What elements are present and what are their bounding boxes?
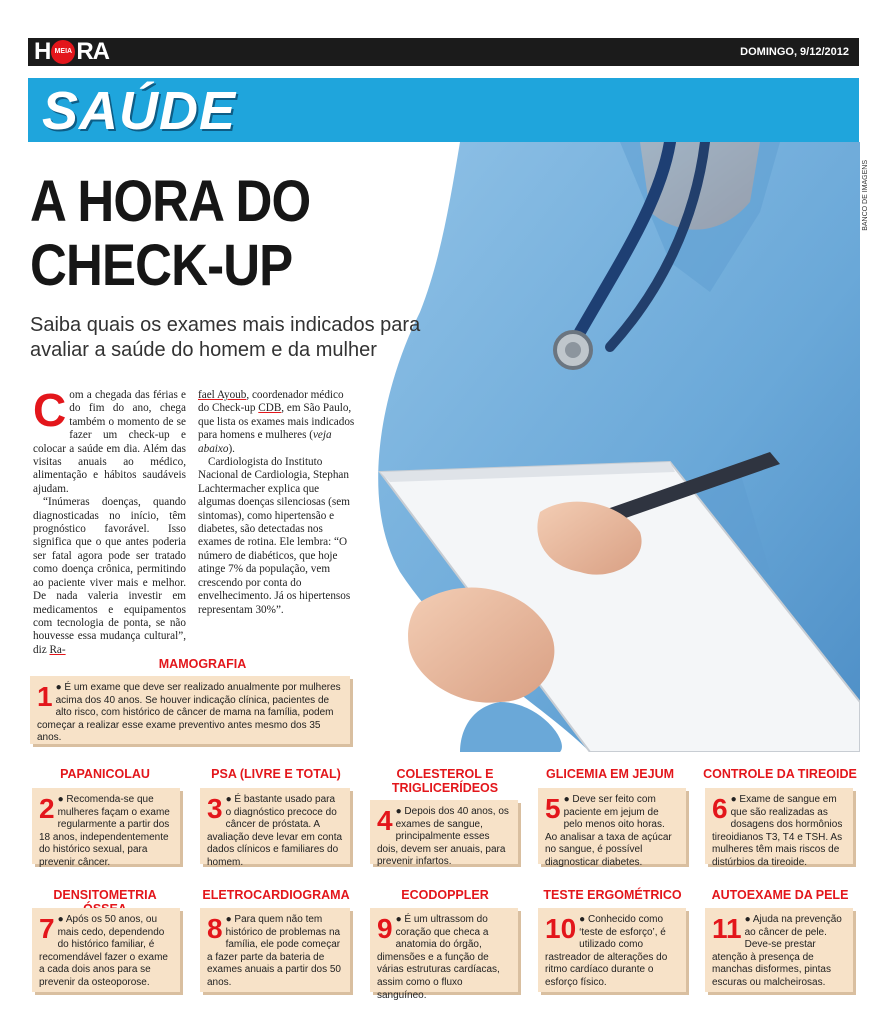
section-title: SAÚDE — [42, 81, 237, 141]
exam-box: 7 ● Após os 50 anos, ou mais cedo, dependendo do histórico familiar, é recomendável fazer o exame a cada dois anos para se prevenir da osteoporose. — [32, 908, 180, 992]
bullet-icon: ● — [744, 914, 753, 925]
exam-title: MAMOGRAFIA — [158, 657, 247, 671]
exam-box: 5 ● Deve ser feito com paciente em jejum de pelo menos oito horas. Ao analisar a taxa de açúcar no sangue, é possível diagnosticar diabetes. — [538, 788, 686, 864]
article-column-1 — [33, 384, 186, 657]
exam-title: PAPANICOLAU — [60, 767, 150, 781]
exam-title: TESTE ERGOMÉTRICO — [543, 888, 682, 902]
bullet-icon: ● — [55, 682, 65, 693]
headline — [30, 170, 400, 298]
cdb-link: CDB — [258, 402, 282, 415]
exam-number: 2 — [39, 793, 55, 824]
exam-box: 11 ● Ajuda na prevenção ao câncer de pele. Deve-se prestar atenção à presença de manchas disformes, pintas escuras ou malcheirosas. — [705, 908, 853, 992]
bullet-icon: ● — [579, 914, 588, 925]
name-link: fael Ayoub — [198, 389, 247, 401]
headline-line-2: CHECK-UP — [30, 233, 293, 298]
exam-title: ECODOPPLER — [401, 888, 489, 902]
logo-circle-icon: MEIA — [51, 40, 75, 64]
masthead-bar — [28, 38, 859, 66]
bullet-icon: ● — [563, 794, 573, 805]
exam-box: 9 ● É um ultrassom do coração que checa a anatomia do órgão, dimensões e a função de várias estruturas cardíacas, assim como o fluxo sanguíneo. — [370, 908, 518, 992]
bullet-icon: ● — [730, 794, 740, 805]
bullet-icon: ● — [225, 794, 235, 805]
bullet-icon: ● — [57, 794, 67, 805]
bullet-icon: ● — [57, 914, 66, 925]
headline-line-1: A HORA DO — [30, 169, 311, 234]
exam-number: 8 — [207, 913, 223, 944]
exam-title: GLICEMIA EM JEJUM — [545, 767, 675, 781]
exam-number: 10 — [545, 913, 577, 944]
newspaper-logo: H MEIA RA — [34, 38, 110, 65]
bullet-icon: ● — [395, 914, 405, 925]
exam-number: 5 — [545, 793, 561, 824]
bullet-icon: ● — [225, 914, 235, 925]
exam-box: 6 ● Exame de sangue em que são realizadas as dosagens dos hormônios tireoidianos T3, T4 e TSH. As mulheres têm mais riscos de distúrbios da tireoide. — [705, 788, 853, 864]
name-link: Ra- — [49, 643, 66, 656]
exam-title: DENSITOMETRIA — [53, 888, 157, 902]
paragraph: Com a chegada das férias e do fim do ano, chega também o momento de se fazer um check-up e colocar a saúde em dia. Além das visitas anuais ao médico, alimentação e hábitos saudáveis ajudam. — [33, 384, 186, 495]
subheadline: Saiba quais os exames mais indicados para avaliar a saúde do homem e da mulher — [30, 314, 421, 361]
exam-title: CONTROLE DA TIREOIDE — [703, 767, 857, 781]
exam-title: ELETROCARDIOGRAMA — [202, 888, 350, 902]
edition-date: DOMINGO, 9/12/2012 — [740, 46, 849, 58]
exam-title: PSA (LIVRE E TOTAL) — [211, 767, 341, 781]
exam-number: 4 — [377, 805, 393, 836]
exam-number: 11 — [712, 913, 742, 944]
paragraph: Cardiologista do Instituto Nacional de Cardiologia, Stephan Lachtermacher explica que algumas doenças silenciosas (sem sintomas), como hipertensão e diabetes, são detectadas nos exames de rotina. Ele lembra: “O número de diabéticos, que hoje atinge 7% da população, vem crescendo por conta do envelhecimento. Já os hipertensos representam 30%”. — [198, 456, 351, 616]
section-banner — [28, 78, 859, 142]
nurse-illustration — [340, 142, 860, 752]
exam-number: 3 — [207, 793, 223, 824]
exam-title: AUTOEXAME DA PELE — [711, 888, 849, 902]
exam-number: 7 — [39, 913, 55, 944]
exam-box: 4 ● Depois dos 40 anos, os exames de sangue, principalmente esses dois, devem ser anuais, para prevenir infartos. — [370, 800, 518, 864]
drop-cap: C — [33, 384, 67, 436]
exam-box: 1 ● É um exame que deve ser realizado anualmente por mulheres acima dos 40 anos. Se houver indicação clínica, pacientes de alto risco, com histórico de câncer de mama na família, podem começar a realizar esse exame preventivo antes mesmo dos 35 anos. — [30, 676, 350, 744]
exam-title: COLESTEROL E TRIGLICERÍDEOS — [391, 767, 499, 795]
exam-number: 6 — [712, 793, 728, 824]
exam-number: 1 — [37, 681, 53, 712]
exam-box: 3 ● É bastante usado para o diagnóstico precoce do câncer de próstata. A avaliação deve levar em conta dados clínicos e familiares do homem. — [200, 788, 350, 864]
photo-credit: BANCO DE IMAGENS — [862, 160, 869, 231]
article-column-2 — [198, 389, 356, 617]
bullet-icon: ● — [395, 806, 405, 817]
paragraph: fael Ayoub, coordenador médico do Check-up CDB, em São Paulo, que lista os exames mais indicados para homens e mulheres (veja abaixo). — [198, 389, 355, 455]
nurse-photo — [340, 142, 860, 752]
exam-box: 2 ● Recomenda-se que mulheres façam o exame regularmente a partir dos 18 anos, independentemente do histórico sexual, para prevenir câncer. — [32, 788, 180, 864]
paragraph: “Inúmeras doenças, quando diagnosticadas no início, têm prognóstico favorável. Isso significa que o que antes poderia ser fatal agora pode ser tratado como doença crônica, permitindo ao paciente viver mais e melhor. De nada valeria investir em medicamentos e equipamentos com tecnologia de ponta, se não houvesse essa mudança cultural”, diz Ra- — [33, 496, 186, 656]
exam-number: 9 — [377, 913, 393, 944]
exam-box: 8 ● Para quem não tem histórico de problemas na família, ele pode começar a fazer parte da bateria de exames anuais a partir dos 50 anos. — [200, 908, 350, 992]
exam-box: 10 ● Conhecido como ‘teste de esforço’, é utilizado como rastreador de alterações do ritmo cardíaco durante o esforço físico. — [538, 908, 686, 992]
